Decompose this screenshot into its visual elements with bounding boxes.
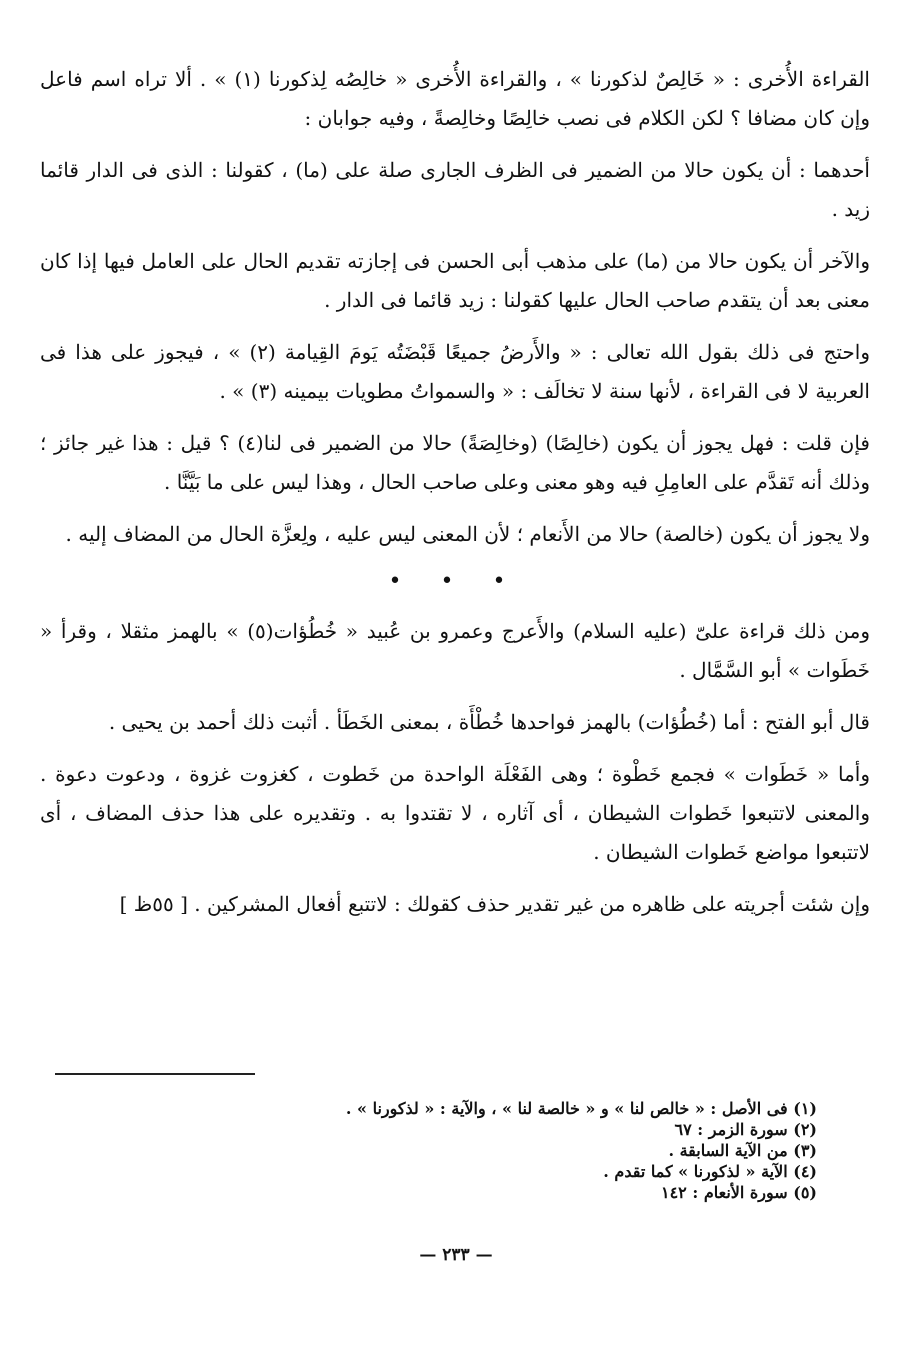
footnote-3: (٣) من الآية السابقة .: [668, 1141, 817, 1160]
paragraph-2: أحدهما : أن يكون حالا من الضمير فى الظرف الجارى صلة على (ما) ، كقولنا : الذى فى الدار قائما زيد .: [40, 158, 870, 221]
footnote-1: (١) فى الأصل : « خالص لنا » و « خالصة لنا » ، والآية : « لذكورنا » .: [345, 1099, 817, 1118]
footnote-4: (٤) الآية « لذكورنا » كما تقدم .: [603, 1162, 817, 1181]
paragraph-10: وإن شئت أجريته على ظاهره من غير تقدير حذف كقولك : لاتتبع أفعال المشركين . [ ٥٥ظ ]: [119, 892, 870, 916]
main-text: [40, 60, 870, 924]
paragraph-4: واحتج فى ذلك بقول الله تعالى : « والأَرضُ جميعًا قَبْضَتُه يَومَ القِيامة (٢) » ، فيجوز على هذا فى العربية لا فى القراءة ، لأنها سنة لا تخالَف : « والسمواتُ مطويات بيمينه (٣) » .: [40, 340, 870, 403]
footnote-5: (٥) سورة الأنعام : ١٤٢: [660, 1183, 817, 1202]
paragraph-9: وأما « خَطَوات » فجمع خَطْوة ؛ وهى الفَعْلَة الواحدة من خَطوت ، كغزوت غزوة ، ودعوت دعوة . والمعنى لاتتبعوا خَطوات الشيطان ، أى آثاره ، لا تقتدوا به . وتقديره على هذا حذف المضاف ، أى لاتتبعوا مواضع خَطوات الشيطان .: [40, 762, 870, 864]
footnote-2: (٢) سورة الزمر : ٦٧: [674, 1120, 817, 1139]
paragraph-5: فإن قلت : فهل يجوز أن يكون (خالِصًا) (وخالِصَةً) حالا من الضمير فى لنا(٤) ؟ قيل : هذا غير جائز ؛ وذلك أنه تَقدَّم على العامِلِ فيه وهو معنى وعلى صاحب الحال ، وهذا ليس على ما بَيَّنَّا .: [40, 431, 870, 494]
paragraph-3: والآخر أن يكون حالا من (ما) على مذهب أبى الحسن فى إجازته تقديم الحال على العامل فيها إذا كان معنى بعد أن يتقدم صاحب الحال عليها كقولنا : زيد قائما فى الدار .: [40, 249, 870, 312]
footnotes: [177, 1098, 817, 1203]
paragraph-8: قال أبو الفتح : أما (خُطُؤات) بالهمز فواحدها خُطْأَة ، بمعنى الخَطَأ . أثبت ذلك أحمد بن يحيى .: [108, 710, 870, 734]
page-number: — ٢٣٣ —: [419, 1245, 493, 1265]
paragraph-7: ومن ذلك قراءة علىّ (عليه السلام) والأَعرج وعمرو بن عُبيد « خُطُؤات(٥) » بالهمز مثقلا ، وقرأ « خَطَوات » أبو السَّمَّال .: [40, 619, 870, 682]
paragraph-1: القراءة الأُخرى : « خَالِصٌ لذكورنا » ، والقراءة الأُخرى « خالِصُه لِذكورنا (١) » . ألا تراه اسم فاعل وإن كان مضافا ؟ لكن الكلام فى نصب خالِصًا وخالِصةً ، وفيه جوابان :: [40, 67, 870, 130]
section-divider: • • •: [388, 569, 522, 594]
footnote-separator: [55, 1073, 255, 1075]
paragraph-6: ولا يجوز أن يكون (خالصة) حالا من الأَنعام ؛ لأن المعنى ليس عليه ، ولِعزَّة الحال من المضاف إليه .: [65, 522, 870, 546]
